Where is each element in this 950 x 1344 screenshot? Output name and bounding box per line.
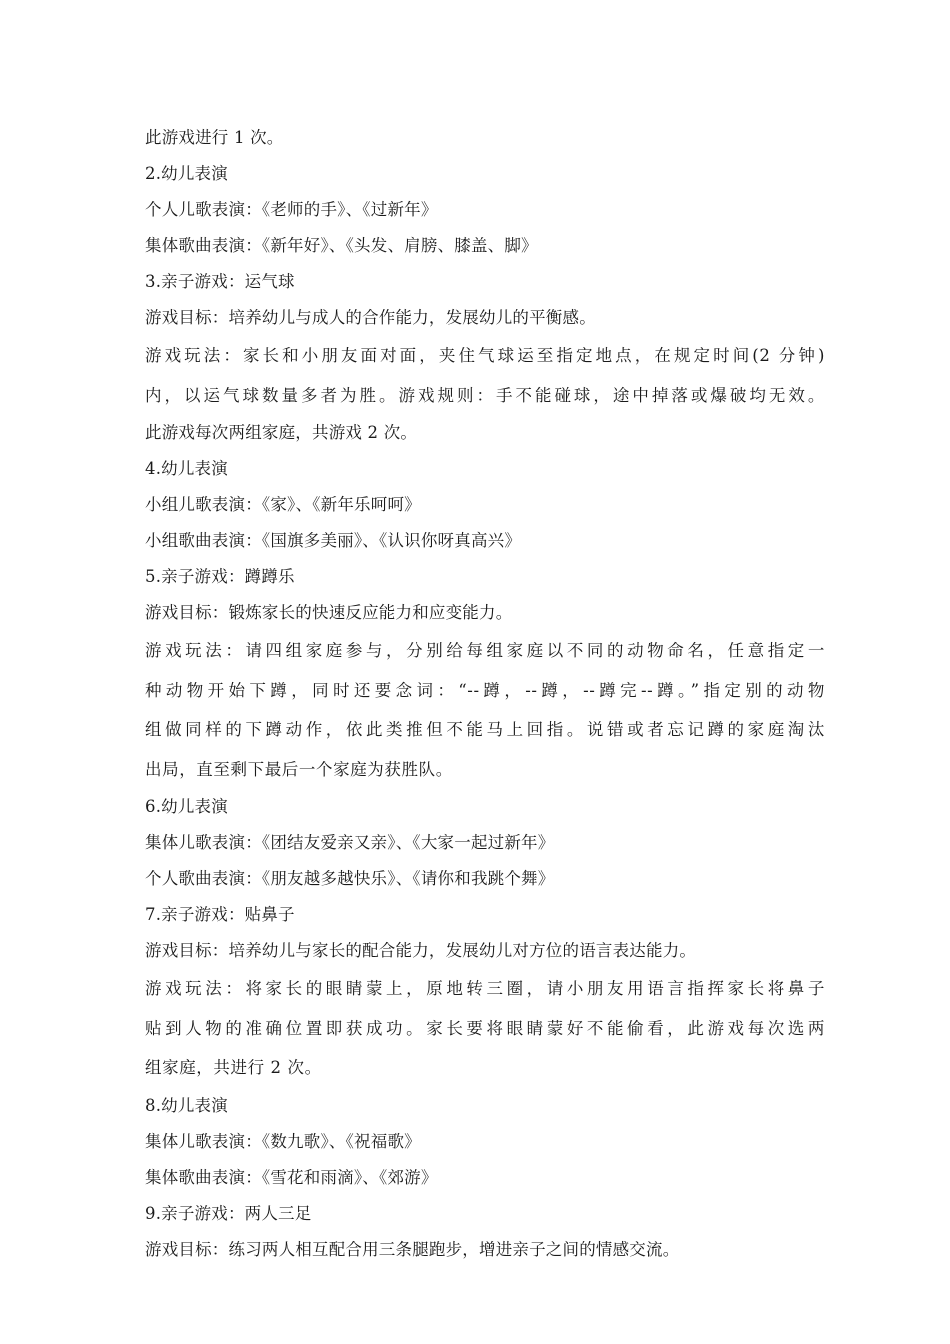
section-heading: 2.幼儿表演 (145, 164, 228, 183)
paragraph-line: 小组歌曲表演：《国旗多美丽》、《认识你呀真高兴》 (145, 531, 522, 550)
paragraph-line: 游戏目标：锻炼家长的快速反应能力和应变能力。 (145, 603, 513, 622)
paragraph-line: 游戏玩法：请四组家庭参与，分别给每组家庭以不同的动物命名，任意指定一 (145, 641, 825, 660)
paragraph-line: 游戏目标：练习两人相互配合用三条腿跑步，增进亲子之间的情感交流。 (145, 1239, 680, 1259)
paragraph-line: 此游戏进行 1 次。 (145, 128, 284, 147)
document-body (145, 120, 825, 1268)
section-heading: 9.亲子游戏：两人三足 (145, 1203, 312, 1223)
paragraph-line: 集体歌曲表演：《雪花和雨滴》、《郊游》 (145, 1167, 438, 1187)
paragraph-line: 游戏玩法：将家长的眼睛蒙上，原地转三圈，请小朋友用语言指挥家长将鼻子 (145, 979, 825, 998)
section-heading: 8.幼儿表演 (145, 1095, 228, 1115)
paragraph-line: 集体歌曲表演：《新年好》、《头发、肩膀、膝盖、脚》 (145, 236, 538, 255)
paragraph-line: 个人歌曲表演：《朋友越多越快乐》、《请你和我跳个舞》 (145, 869, 555, 888)
section-heading: 5.亲子游戏：蹲蹲乐 (145, 567, 295, 586)
paragraph-line: 种动物开始下蹲，同时还要念词：“--蹲，--蹲，--蹲完--蹲。”指定别的动物 (145, 680, 825, 700)
paragraph-line: 游戏目标：培养幼儿与成人的合作能力，发展幼儿的平衡感。 (145, 308, 596, 327)
paragraph-line: 组做同样的下蹲动作，依此类推但不能马上回指。说错或者忘记蹲的家庭淘汰 (145, 720, 825, 739)
paragraph-line: 内，以运气球数量多者为胜。游戏规则：手不能碰球，途中掉落或爆破均无效。 (145, 385, 825, 405)
section-heading: 7.亲子游戏：贴鼻子 (145, 905, 295, 924)
paragraph-line: 个人儿歌表演：《老师的手》、《过新年》 (145, 200, 438, 219)
paragraph-line: 贴到人物的准确位置即获成功。家长要将眼睛蒙好不能偷看，此游戏每次选两 (145, 1018, 825, 1038)
paragraph-line: 组家庭，共进行 2 次。 (145, 1058, 322, 1077)
section-heading: 4.幼儿表演 (145, 459, 228, 478)
section-heading: 3.亲子游戏：运气球 (145, 272, 295, 291)
paragraph-line: 此游戏每次两组家庭，共游戏 2 次。 (145, 423, 418, 442)
paragraph-line: 游戏目标：培养幼儿与家长的配合能力，发展幼儿对方位的语言表达能力。 (145, 941, 697, 960)
paragraph-line: 出局，直至剩下最后一个家庭为获胜队。 (145, 759, 453, 779)
paragraph-line: 小组儿歌表演：《家》、《新年乐呵呵》 (145, 495, 421, 514)
section-heading: 6.幼儿表演 (145, 797, 228, 816)
paragraph-line: 集体儿歌表演：《数九歌》、《祝福歌》 (145, 1131, 421, 1151)
paragraph-line: 游戏玩法：家长和小朋友面对面，夹住气球运至指定地点，在规定时间(2 分钟) (145, 346, 825, 365)
paragraph-line: 集体儿歌表演：《团结友爱亲又亲》、《大家一起过新年》 (145, 833, 555, 852)
